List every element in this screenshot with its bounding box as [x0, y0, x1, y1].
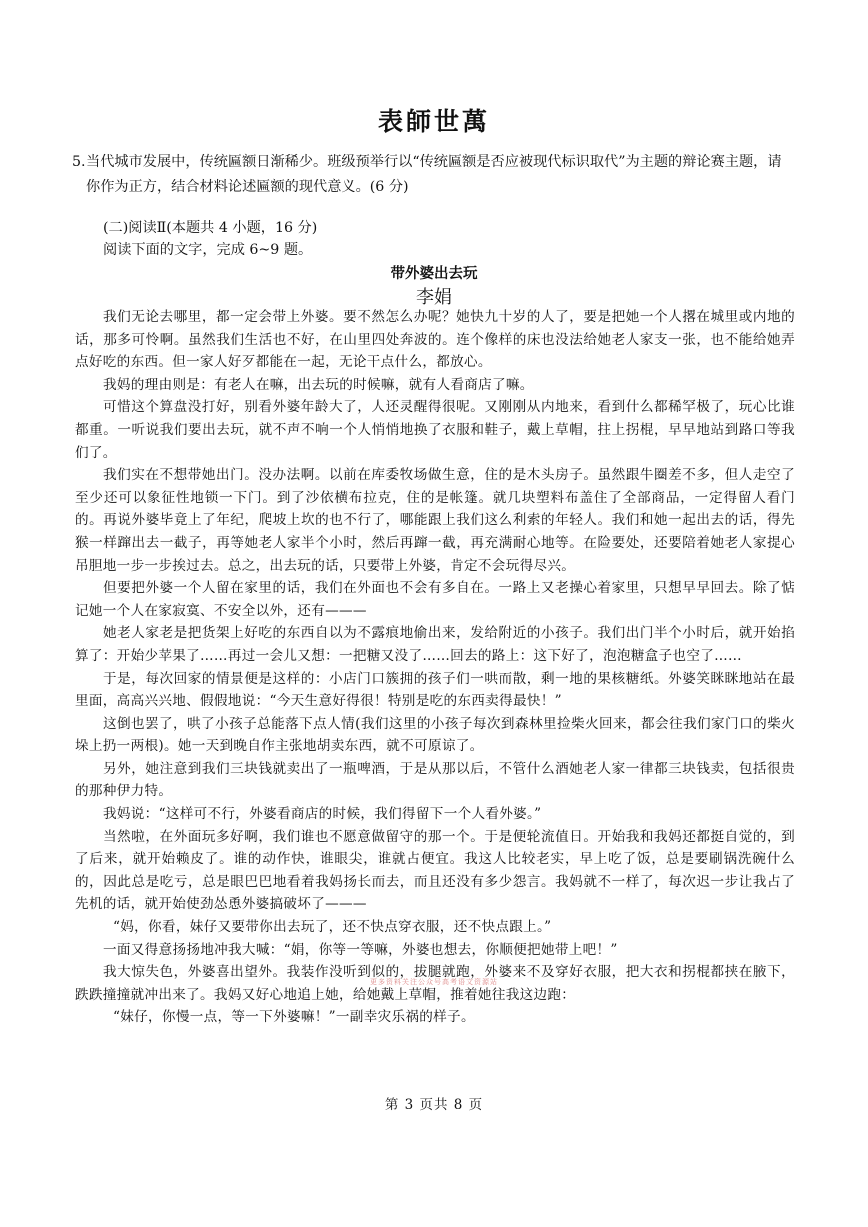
brand-logo-text: 表師世萬 — [377, 107, 490, 136]
paragraph: “妹仔，你慢一点，等一下外婆嘛！”一副幸灾乐祸的样子。 — [113, 1009, 475, 1026]
paragraph: 我大惊失色，外婆喜出望外。我装作没听到似的，拔腿就跑，外婆来不及穿好衣服，把大衣和拐棍都挟在腋下，跌跌撞撞就冲出来了。我妈又好心地追上她，给她戴上草帽，推着她往我这边跑： — [75, 964, 795, 1003]
question-text: 当代城市发展中，传统匾额日渐稀少。班级预举行以“传统匾额是否应被现代标识取代”为主题的辩论赛主题，请你作为正方，结合材料论述匾额的现代意义。(6 分) — [86, 154, 782, 195]
paragraph: 这倒也罢了，哄了小孩子总能落下点人情(我们这里的小孩子每次到森林里捡柴火回来，都会往我们家门口的柴火垛上扔一两根)。她一天到晚自作主张地胡卖东西，就不可原谅了。 — [75, 715, 795, 755]
paragraph: 一面又得意扬扬地冲我大喊：“娟，你等一等嘛，外婆也想去，你顺便把她带上吧！” — [103, 941, 618, 958]
paragraph: 但要把外婆一个人留在家里的话，我们在外面也不会有多自在。一路上又老操心着家里，只想早早回去。除了惦记她一个人在家寂寞、不安全以外，还有——— — [75, 580, 795, 619]
paragraph: 我妈说：“这样可不行，外婆看商店的时候，我们得留下一个人看外婆。” — [103, 806, 542, 823]
article-body — [75, 306, 795, 1029]
paragraph: 可惜这个算盘没打好，别看外婆年龄大了，人还灵醒得很呢。又刚刚从内地来，看到什么都稀罕极了，玩心比谁都重。一听说我们要出去玩，就不声不响一个人悄悄地换了衣服和鞋子，戴上草帽，拄上拐棍，早早地站到路口等我们了。 — [75, 399, 795, 461]
watermark: 更多资料关注公众号高考语文资源站 — [370, 978, 498, 986]
section-instruction: 阅读下面的文字，完成 6~9 题。 — [103, 242, 313, 258]
paragraph: 另外，她注意到我们三块钱就卖出了一瓶啤酒，于是从那以后，不管什么酒她老人家一律都三块钱卖，包括很贵的那种伊力特。 — [75, 760, 795, 800]
page-footer: 第 3 页共 8 页 — [384, 1097, 484, 1113]
section-heading: (二)阅读Ⅱ(本题共 4 小题，16 分) — [103, 220, 318, 236]
paragraph: “妈，你看，妹仔又要带你出去玩了，还不快点穿衣服，还不快点跟上。” — [113, 919, 552, 936]
paragraph: 我妈的理由则是：有老人在嘛，出去玩的时候嘛，就有人看商店了嘛。 — [103, 376, 534, 393]
question-number: 5. — [72, 154, 86, 170]
article-author: 李娟 — [416, 287, 452, 308]
question-5 — [72, 150, 794, 200]
paragraph: 我们无论去哪里，都一定会带上外婆。要不然怎么办呢？她快九十岁的人了，要是把她一个人撂在城里或内地的话，那多可怜啊。虽然我们生活也不好，在山里四处奔波的。连个像样的床也没法给她老人家支一张，也不能给她弄点好吃的东西。但一家人好歹都能在一起，无论干点什么，都放心。 — [75, 309, 795, 371]
paragraph: 当然啦，在外面玩多好啊，我们谁也不愿意做留守的那一个。于是便轮流值日。开始我和我妈还都挺自觉的，到了后来，就开始赖皮了。谁的动作快，谁眼尖，谁就占便宜。我这人比较老实，早上吃了饭，总是要刷锅洗碗什么的，因此总是吃亏，总是眼巴巴地看着我妈扬长而去，而且还没有多少怨言。我妈就不一样了，每次迟一步让我占了先机的话，就开始使劲怂恿外婆搞破坏了——— — [75, 828, 795, 913]
paragraph: 她老人家老是把货架上好吃的东西自以为不露痕地偷出来，发给附近的小孩子。我们出门半个小时后，就开始掐算了：开始少苹果了……再过一会儿又想：一把糖又没了……回去的路上：这下好了，泡泡糖盒子也空了…… — [75, 625, 795, 664]
paragraph: 于是，每次回家的情景便是这样的：小店门口簇拥的孩子们一哄而散，剩一地的果核糖纸。外婆笑眯眯地站在最里面，高高兴兴地、假假地说：“今天生意好得很！特别是吃的东西卖得最快！” — [75, 670, 795, 710]
paragraph: 我们实在不想带她出门。没办法啊。以前在库委牧场做生意，住的是木头房子。虽然跟牛圈差不多，但人走空了至少还可以象征性地锁一下门。到了沙依横布拉克，住的是帐篷。就几块塑料布盖住了全部商品，一定得留人看门的。再说外婆毕竟上了年纪，爬坡上坎的也不行了，哪能跟上我们这么利索的年轻人。我们和她一起出去的话，得先猴一样蹿出去一截子，再等她老人家半个小时，然后再蹿一截，再充满耐心地等。在险要处，还要陪着她老人家提心吊胆地一步一步挨过去。总之，出去玩的话，只要带上外婆，肯定不会玩得尽兴。 — [75, 467, 795, 574]
article-title: 带外婆出去玩 — [390, 266, 478, 282]
